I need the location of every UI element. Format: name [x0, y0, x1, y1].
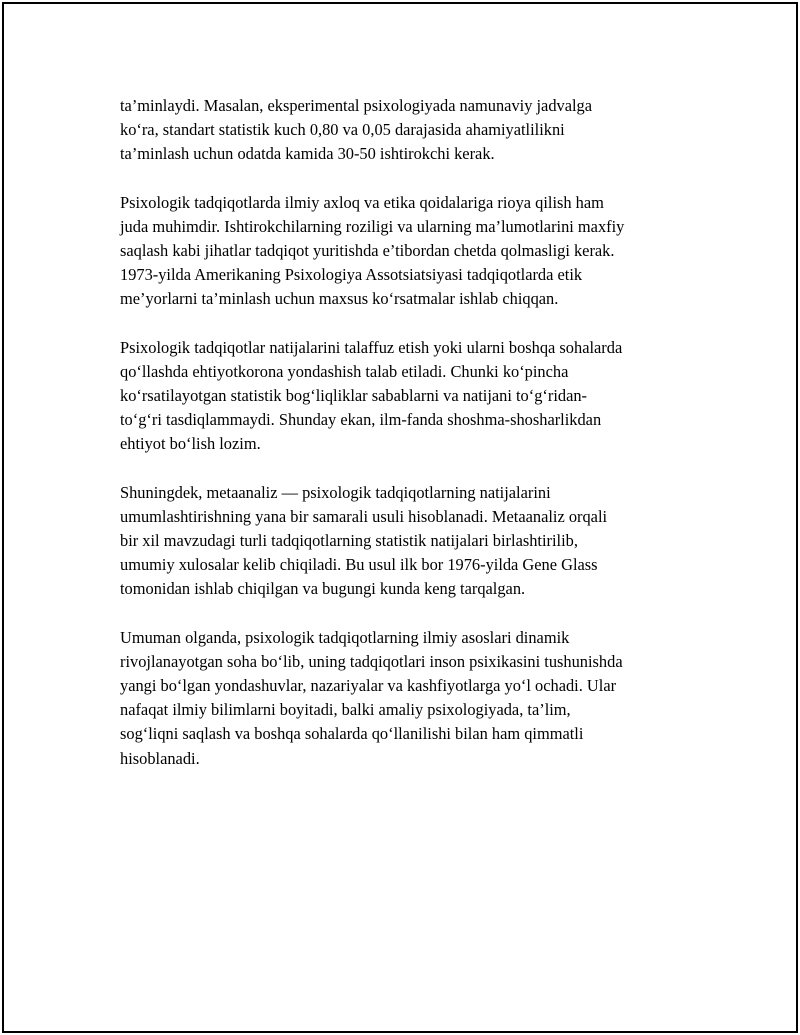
paragraph-sample-size: ta’minlaydi. Masalan, eksperimental psixologiyada namunaviy jadvalga ko‘ra, standart statistik kuch 0,80 va 0,05 darajasida ahamiyatlilikni ta’minlash uchun odatda kamida 30-50 ishtirokchi kerak.: [120, 96, 593, 164]
paragraph-conclusion: Umuman olganda, psixologik tadqiqotlarning ilmiy asoslari dinamik rivojlanayotgan soha bo‘lib, uning tadqiqotlari inson psixikasini tushunishda yangi bo‘lgan yondashuvlar, nazariyalar va kashfiyotlarga yo‘l ochadi. Ular nafaqat ilmiy bilimlarni boyitadi, balki amaliy psixologiyada, ta’lim, sog‘liqni saqlash va boshqa sohalarda qo‘llanilishi bilan ham qimmatli hisoblanadi.: [120, 627, 623, 768]
paragraph-meta-analysis: Shuningdek, metaanaliz — psixologik tadqiqotlarning natijalarini umumlashtirishning yana bir samarali usuli hisoblanadi. Metaanaliz orqali bir xil mavzudagi turli tadqiqotlarning statistik natijalari birlashtirilib, umumiy xulosalar kelib chiqiladi. Bu usul ilk bor 1976-yilda Gene Glass tomonidan ishlab chiqilgan va bugungi kunda keng tarqalgan.: [120, 482, 608, 599]
paragraph-interpreting-results: Psixologik tadqiqotlar natijalarini talaffuz etish yoki ularni boshqa sohalarda qo‘llashda ehtiyotkorona yondashish talab etiladi. Chunki ko‘pincha ko‘rsatilayotgan statistik bog‘liqliklar sabablarni va natijani to‘g‘ridan- to‘g‘ri tasdiqlammaydi. Shunday ekan, ilm-fanda shoshma-shosharlikdan ehtiyot bo‘lish lozim.: [120, 337, 623, 454]
document-body: [120, 94, 680, 795]
page-frame: [2, 2, 798, 1033]
paragraph-research-ethics: Psixologik tadqiqotlarda ilmiy axloq va etika qoidalariga rioya qilish ham juda muhimdir. Ishtirokchilarning roziligi va ularning ma’lumotlarini maxfiy saqlash kabi jihatlar tadqiqot yuritishda e’tibordan chetda qolmasligi kerak. 1973-yilda Amerikaning Psixologiya Assotsiatsiyasi tadqiqotlarda etik me’yorlarni ta’minlash uchun maxsus ko‘rsatmalar ishlab chiqqan.: [120, 192, 625, 309]
